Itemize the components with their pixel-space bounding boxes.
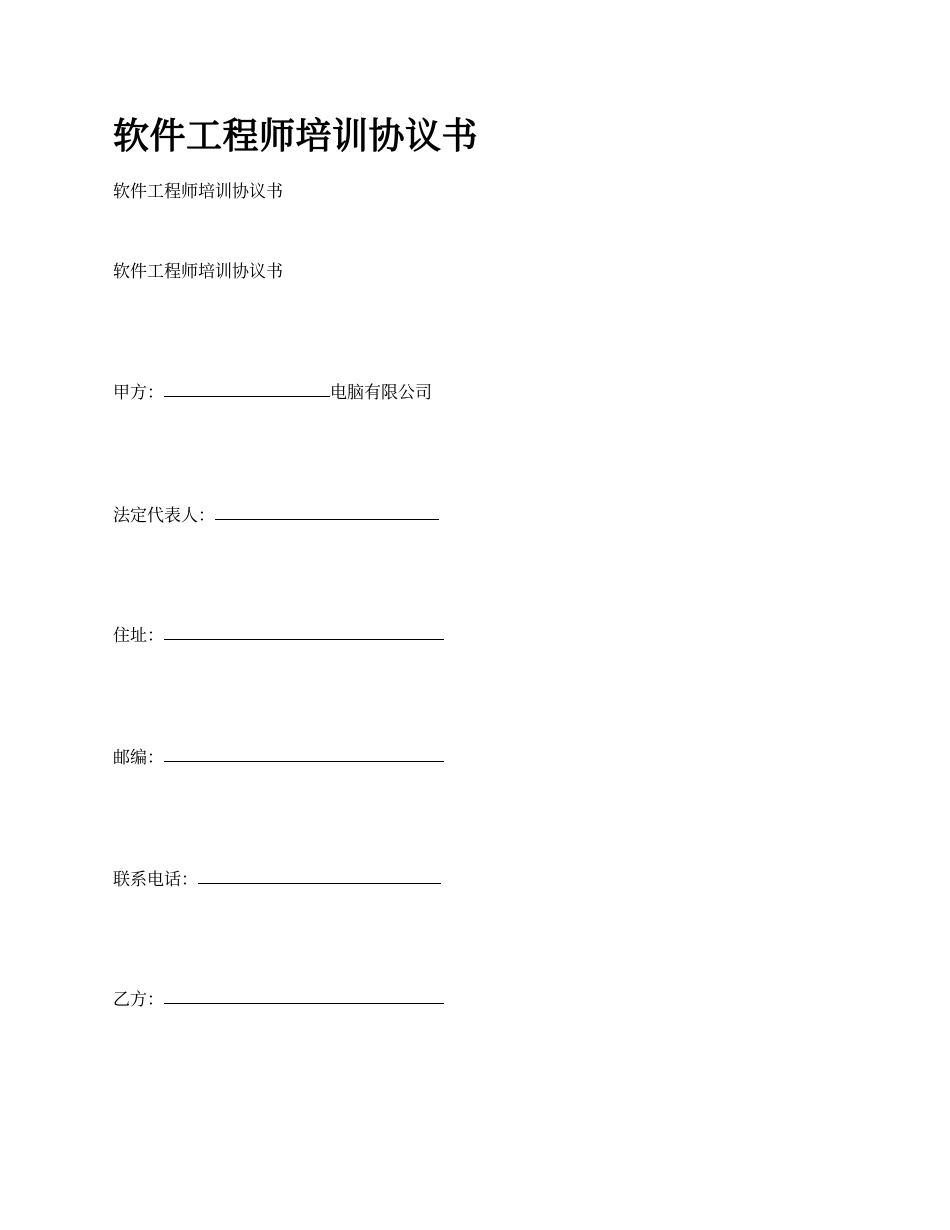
postcode-label: 邮编： — [113, 748, 164, 768]
postcode-row — [113, 745, 444, 770]
party-b-blank — [164, 986, 444, 1004]
address-blank — [164, 622, 444, 640]
address-row — [113, 623, 444, 648]
party-a-suffix: 电脑有限公司 — [330, 383, 432, 403]
address-label: 住址： — [113, 626, 164, 646]
party-a-blank — [164, 379, 330, 397]
legal-rep-row — [113, 503, 439, 528]
legal-rep-label: 法定代表人： — [113, 506, 215, 526]
subtitle-line-2: 软件工程师培训协议书 — [113, 262, 283, 282]
subtitle-line-1: 软件工程师培训协议书 — [113, 182, 283, 202]
document-title: 软件工程师培训协议书 — [113, 115, 479, 157]
phone-blank — [198, 866, 441, 884]
party-b-label: 乙方： — [113, 990, 164, 1010]
phone-label: 联系电话： — [113, 870, 198, 890]
party-b-row — [113, 987, 444, 1012]
postcode-blank — [164, 744, 444, 762]
phone-row — [113, 867, 441, 892]
legal-rep-blank — [215, 502, 439, 520]
party-a-label: 甲方： — [113, 383, 164, 403]
party-a-row — [113, 380, 432, 405]
